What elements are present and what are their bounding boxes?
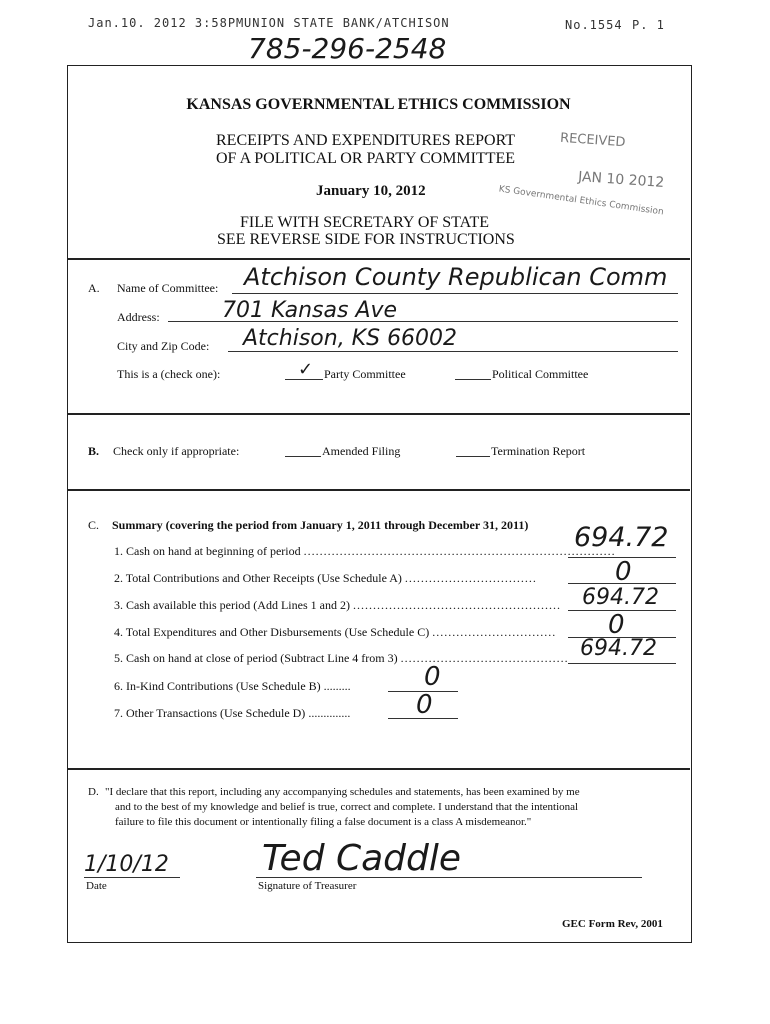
line-label: Other Transactions (Use Schedule D) bbox=[126, 706, 306, 720]
summary-line-2: 2. Total Contributions and Other Receipts (Use Schedule A) ................................. bbox=[114, 571, 537, 585]
city-zip-value: Atchison, KS 66002 bbox=[243, 326, 458, 351]
date-label: Date bbox=[86, 880, 107, 892]
summary-heading bbox=[112, 518, 528, 533]
committee-name-value: Atchison County Republican Comm bbox=[244, 263, 668, 291]
line-label: Cash on hand at close of period (Subtract Line 4 from 3) bbox=[126, 651, 398, 665]
termination-report-option: Termination Report bbox=[491, 444, 586, 458]
handwritten-phone: 785-296-2548 bbox=[248, 32, 447, 65]
report-title-line1: RECEIPTS AND EXPENDITURES REPORT bbox=[216, 132, 516, 149]
summary-line-1: 1. Cash on hand at beginning of period .............................................................................. bbox=[114, 544, 616, 558]
city-zip-label: City and Zip Code: bbox=[117, 339, 210, 353]
report-date: January 10, 2012 bbox=[316, 183, 426, 199]
committee-type-label: This is a (check one): bbox=[117, 367, 221, 381]
section-c-letter: C. bbox=[88, 518, 100, 532]
committee-name-label: Name of Committee: bbox=[117, 281, 219, 295]
city-zip-line bbox=[228, 351, 678, 352]
party-check-mark: ✓ bbox=[298, 359, 314, 380]
line-label: Total Contributions and Other Receipts (Use Schedule A) bbox=[125, 571, 402, 585]
fax-timestamp: Jan.10. 2012 3:58PM bbox=[88, 16, 245, 30]
section-divider bbox=[67, 489, 690, 491]
line-2-value: 0 bbox=[615, 557, 632, 587]
agency-title: KANSAS GOVERNMENTAL ETHICS COMMISSION bbox=[186, 96, 571, 113]
summary-line-5: 5. Cash on hand at close of period (Subtract Line 4 from 3) .......................................... bbox=[114, 651, 569, 665]
line-number: 2. bbox=[114, 571, 123, 585]
line-number: 5. bbox=[114, 651, 123, 665]
line-number: 1. bbox=[114, 544, 123, 558]
fax-page: P. 1 bbox=[632, 18, 665, 32]
received-stamp-date: JAN 10 2012 bbox=[577, 169, 665, 191]
report-title-line2: OF A POLITICAL OR PARTY COMMITTEE bbox=[216, 150, 516, 167]
received-stamp-label: RECEIVED bbox=[559, 130, 626, 151]
line-label: In-Kind Contributions (Use Schedule B) bbox=[126, 679, 321, 693]
treasurer-signature: Ted Caddle bbox=[262, 838, 462, 879]
line-5-blank bbox=[568, 663, 676, 664]
fax-number: No.1554 bbox=[565, 18, 623, 32]
date-line bbox=[84, 877, 180, 878]
line-number: 3. bbox=[114, 598, 123, 612]
summary-period: (covering the period from January 1, 2011 through December 31, 2011) bbox=[165, 518, 529, 532]
signature-line bbox=[256, 877, 642, 878]
address-value: 701 Kansas Ave bbox=[222, 298, 398, 323]
declaration-line-1: "I declare that this report, including any accompanying schedules and statements, has been examined by me bbox=[105, 786, 580, 798]
line-5-value: 694.72 bbox=[580, 636, 657, 661]
declaration-line-3: failure to file this document or intentionally filing a false document is a class A misdemeanor." bbox=[115, 816, 532, 828]
file-instruction-line2: SEE REVERSE SIDE FOR INSTRUCTIONS bbox=[217, 231, 515, 248]
section-divider bbox=[67, 258, 690, 260]
summary-line-4: 4. Total Expenditures and Other Disbursements (Use Schedule C) ............................... bbox=[114, 625, 557, 639]
other-transactions-line: 7. Other Transactions (Use Schedule D) .............. bbox=[114, 706, 351, 720]
other-transactions-value: 0 bbox=[416, 690, 433, 720]
inkind-line: 6. In-Kind Contributions (Use Schedule B) ......... bbox=[114, 679, 351, 693]
line-number: 6. bbox=[114, 679, 123, 693]
summary-prefix: Summary bbox=[112, 518, 163, 532]
line-1-value: 694.72 bbox=[574, 522, 669, 553]
signature-date-value: 1/10/12 bbox=[84, 852, 169, 877]
section-b-label: Check only if appropriate: bbox=[113, 444, 240, 458]
line-number: 7. bbox=[114, 706, 123, 720]
party-committee-option: Party Committee bbox=[324, 367, 406, 381]
line-label: Total Expenditures and Other Disbursements (Use Schedule C) bbox=[125, 625, 430, 639]
section-b-letter: B. bbox=[88, 444, 100, 458]
section-a-letter: A. bbox=[88, 281, 100, 295]
section-divider bbox=[67, 413, 690, 415]
section-divider bbox=[67, 768, 690, 770]
declaration-line-2: and to the best of my knowledge and belief is true, correct and complete. I understand that the intentional bbox=[115, 801, 579, 813]
amended-filing-option: Amended Filing bbox=[322, 444, 401, 458]
political-committee-option: Political Committee bbox=[492, 367, 589, 381]
line-4-value: 0 bbox=[608, 610, 625, 640]
termination-report-checkbox[interactable] bbox=[456, 456, 490, 457]
line-3-value: 694.72 bbox=[582, 585, 659, 610]
line-label: Cash available this period (Add Lines 1 and 2) bbox=[126, 598, 350, 612]
fax-sender: UNION STATE BANK/ATCHISON bbox=[244, 16, 450, 30]
file-instruction-line1: FILE WITH SECRETARY OF STATE bbox=[240, 214, 489, 231]
form-revision: GEC Form Rev, 2001 bbox=[562, 918, 663, 930]
section-d-letter: D. bbox=[88, 786, 99, 798]
political-committee-checkbox[interactable] bbox=[455, 379, 491, 380]
committee-name-line bbox=[232, 293, 678, 294]
amended-filing-checkbox[interactable] bbox=[285, 456, 321, 457]
inkind-value: 0 bbox=[424, 662, 441, 692]
line-number: 4. bbox=[114, 625, 123, 639]
summary-line-3: 3. Cash available this period (Add Lines 1 and 2) .................................................... bbox=[114, 598, 561, 612]
signature-label: Signature of Treasurer bbox=[258, 880, 357, 892]
received-stamp-agency: KS Governmental Ethics Commission bbox=[498, 184, 665, 218]
address-label: Address: bbox=[117, 310, 160, 324]
line-label: Cash on hand at beginning of period bbox=[126, 544, 301, 558]
